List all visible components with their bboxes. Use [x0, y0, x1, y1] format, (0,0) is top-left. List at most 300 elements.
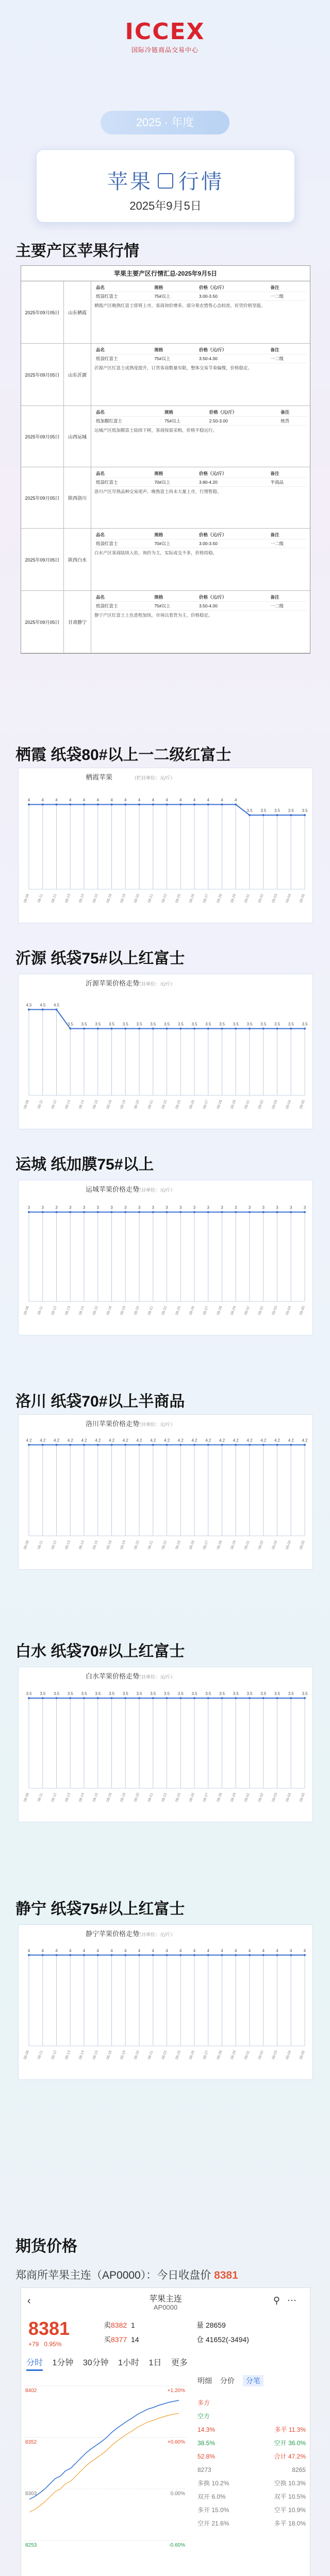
data-label: 3.5 [136, 1691, 142, 1696]
data-label: 4 [69, 1948, 72, 1953]
x-tick-label: 08-28 [216, 1792, 223, 1803]
sell-quote [104, 2320, 135, 2330]
x-tick-label: 08-28 [216, 1099, 223, 1110]
data-label: 3.5 [205, 1022, 211, 1027]
data-point [221, 1444, 223, 1446]
x-tick-label: 09-01 [244, 1540, 251, 1550]
data-point [111, 1211, 113, 1213]
flow-value: 空开 36.0% [274, 2439, 306, 2447]
x-tick-label: 08-21 [147, 1792, 154, 1803]
x-tick-label: 08-18 [106, 1306, 113, 1316]
data-label: 4 [110, 798, 113, 803]
x-tick-label: 08-29 [230, 1306, 237, 1316]
change-pct: 0.95% [44, 2341, 62, 2348]
x-tick-label: 09-05 [299, 2050, 306, 2060]
x-tick-label: 08-14 [78, 2050, 85, 2060]
chart-unit-note: （栏目单位：元/斤） [132, 1674, 175, 1680]
table-cell: 3.80-4.20 [197, 478, 269, 487]
x-tick-label: 09-03 [271, 1540, 278, 1550]
data-point [166, 1697, 168, 1699]
chart-qixia [19, 768, 312, 923]
flow-row [197, 2450, 306, 2463]
data-label: 3.5 [274, 1022, 280, 1027]
data-label: 3.5 [177, 1691, 184, 1696]
data-label: 4.2 [246, 1438, 253, 1443]
data-point [304, 1211, 306, 1213]
x-tick-label: 08-25 [175, 1306, 182, 1316]
chart-jingning [19, 1925, 312, 2079]
x-tick-label: 08-21 [147, 1540, 154, 1550]
x-tick-label: 08-22 [161, 1540, 168, 1550]
x-tick-label: 08-15 [92, 2050, 99, 2060]
flow-row [197, 2503, 306, 2517]
data-point [193, 804, 195, 806]
row-note: 白水产区客商陆续入驻，询价为主，实际成交不多，价格持稳。 [94, 550, 218, 555]
x-tick-label: 08-14 [78, 1099, 85, 1110]
x-tick-label: 09-04 [285, 2050, 292, 2060]
tab-ticks[interactable]: 分笔 [243, 2375, 263, 2386]
data-point [262, 1697, 265, 1699]
x-tick-label: 08-20 [134, 1540, 140, 1550]
chart-unit-note: （栏目单位：元/斤） [132, 775, 175, 781]
x-tick-label: 08-08 [23, 2050, 30, 2060]
x-tick-label: 09-02 [257, 1792, 265, 1803]
x-tick-label: 08-08 [23, 1099, 30, 1110]
table-cell: 75#以上 [163, 417, 208, 426]
data-label: 3 [110, 1205, 113, 1210]
data-point [179, 1697, 182, 1699]
flow-label: 多换 10.2% [197, 2480, 229, 2487]
y-pct-label: +1.20% [167, 2388, 185, 2394]
logo-subtitle: 国际冷链商品交易中心 [131, 46, 199, 54]
data-label: 3 [179, 1205, 182, 1210]
table-cell: 半商品 [269, 478, 307, 487]
hold-value: 41652(-3494) [205, 2335, 249, 2344]
flow-label: 8273 [197, 2466, 211, 2473]
x-tick-label: 09-03 [271, 1099, 278, 1110]
x-tick-label: 08-26 [189, 1099, 195, 1110]
intraday-chart [24, 2381, 189, 2576]
flow-row [197, 2423, 306, 2436]
data-label: 4 [96, 798, 99, 803]
chart-luochuan [19, 1415, 312, 1569]
table-cell: 价格（元/斤） [197, 469, 269, 478]
data-point [124, 1697, 126, 1699]
x-tick-label: 08-22 [161, 1099, 168, 1110]
x-tick-label: 08-25 [175, 1792, 182, 1803]
data-point [207, 804, 209, 806]
flow-label: 空开 21.6% [197, 2520, 229, 2527]
more-icon[interactable]: ⋯ [287, 2295, 304, 2306]
data-point [166, 1211, 168, 1213]
table-cell: 3.50-4.00 [197, 354, 269, 363]
data-point [83, 1211, 85, 1213]
data-point [166, 1444, 168, 1446]
data-point [193, 1444, 195, 1446]
x-tick-label: 09-05 [299, 1306, 306, 1316]
data-label: 3 [207, 1205, 209, 1210]
row-region: 陕西白水 [64, 529, 91, 590]
chart-title: 沂源苹果价格走势 [86, 979, 140, 987]
data-label: 3 [41, 1205, 44, 1210]
data-label: 4 [303, 1948, 306, 1953]
y-tick-label: 8402 [25, 2388, 37, 2394]
x-tick-label: 08-27 [202, 1099, 209, 1110]
chart-card-yuncheng [18, 1180, 313, 1335]
x-tick-label: 08-27 [202, 2050, 209, 2060]
data-label: 4 [27, 798, 30, 803]
tab-1hour[interactable]: 1小时 [118, 2359, 139, 2367]
data-point [152, 1444, 154, 1446]
data-point [97, 1444, 99, 1446]
data-point [166, 804, 168, 806]
flow-row [197, 2410, 306, 2423]
table-cell: 品名 [94, 469, 153, 478]
x-tick-label: 08-28 [216, 1306, 223, 1316]
row-body [91, 281, 310, 343]
x-tick-label: 09-03 [271, 893, 278, 904]
x-tick-label: 08-26 [189, 1792, 195, 1803]
section-title-qixia: 栖霞 纸袋80#以上一二级红富士 [15, 747, 232, 764]
flow-label: 多方 [197, 2399, 210, 2406]
buy-label: 买 [104, 2335, 111, 2344]
table-cell: 75#以上 [153, 354, 197, 363]
data-point [111, 1954, 113, 1956]
table-cell: 规格 [153, 469, 197, 478]
data-label: 4.2 [53, 1438, 60, 1443]
x-tick-label: 09-02 [257, 1099, 265, 1110]
price-line [29, 2400, 179, 2499]
logo: ICCEX [125, 19, 205, 45]
row-body [91, 529, 310, 590]
data-label: 3 [96, 1205, 99, 1210]
data-point [304, 1954, 306, 1956]
row-body [91, 344, 310, 405]
data-label: 4.2 [260, 1438, 267, 1443]
x-tick-label: 08-12 [51, 1099, 58, 1110]
data-label: 3 [290, 1205, 292, 1210]
data-label: 3.5 [302, 1022, 308, 1027]
x-tick-label: 08-19 [120, 1306, 127, 1316]
x-tick-label: 08-13 [64, 1099, 72, 1110]
row-note: 栖霞产区晚熟红富士即将上市，客商询价增多，部分果农惜售心态较浓，好货价格坚挺。 [94, 303, 266, 308]
x-tick-label: 09-02 [257, 1540, 265, 1550]
data-label: 3.5 [122, 1691, 128, 1696]
x-tick-label: 09-01 [244, 893, 251, 904]
data-label: 3.5 [302, 808, 308, 814]
section-title-yiyuan: 沂源 纸袋75#以上红富士 [15, 950, 185, 967]
x-tick-label: 08-27 [202, 893, 209, 904]
row-note: 沂源产区红富士成熟度提升，订货客商数量有限，整体交易节奏偏慢，价格稳定。 [94, 365, 253, 370]
data-point [124, 1444, 126, 1446]
section-title-main-regions: 主要产区苹果行情 [15, 243, 139, 260]
x-tick-label: 08-13 [64, 893, 72, 904]
x-tick-label: 09-04 [285, 1306, 292, 1316]
table-row [21, 467, 310, 529]
data-label: 4 [41, 1948, 44, 1953]
sell-label: 卖 [104, 2321, 111, 2329]
chart-unit-note: （栏目单位：元/斤） [132, 1188, 175, 1193]
flow-label: 14.3% [197, 2426, 216, 2433]
data-label: 4.5 [26, 1003, 32, 1008]
chart-card-luochuan [18, 1414, 313, 1570]
table-title: 苹果主要产区行情汇总-2025年9月5日 [21, 266, 310, 281]
row-body [91, 467, 310, 528]
chart-unit-note: （栏目单位：元/斤） [132, 1422, 175, 1427]
buy-quote [104, 2334, 139, 2345]
title-date: 2025年9月5日 [129, 199, 202, 212]
x-tick-label: 08-29 [230, 2050, 237, 2060]
tab-detail[interactable]: 明细 [197, 2377, 212, 2385]
table-cell: 一二级 [269, 539, 307, 548]
row-region: 山东沂源 [64, 344, 91, 405]
data-point [249, 1444, 251, 1446]
data-point [193, 1697, 195, 1699]
data-point [304, 1444, 306, 1446]
data-point [262, 1444, 265, 1446]
search-icon[interactable]: ⚲ [273, 2295, 287, 2306]
data-point [152, 1954, 154, 1956]
x-tick-label: 08-11 [37, 1540, 44, 1550]
y-pct-label: -0.60% [169, 2543, 185, 2548]
data-label: 3.5 [233, 1691, 239, 1696]
table-cell: 纸袋红富士 [94, 602, 153, 611]
data-point [42, 1211, 44, 1213]
data-label: 4 [124, 1948, 127, 1953]
data-label: 3.5 [108, 1691, 115, 1696]
flow-row [197, 2477, 306, 2490]
contract-code: AP0000 [153, 2303, 178, 2311]
data-point [69, 1444, 71, 1446]
data-point [262, 1954, 265, 1956]
x-tick-label: 09-04 [285, 1540, 292, 1550]
buy-qty: 14 [130, 2335, 139, 2344]
data-point [304, 1697, 306, 1699]
data-point [42, 1697, 44, 1699]
data-point [235, 1954, 237, 1956]
flow-value: 空平 10.9% [274, 2506, 306, 2514]
data-label: 4.2 [288, 1438, 294, 1443]
table-cell: 70#以上 [153, 539, 197, 548]
data-label: 4.2 [136, 1438, 142, 1443]
data-point [97, 804, 99, 806]
data-label: 4 [221, 798, 223, 803]
flow-row [197, 2463, 306, 2477]
x-tick-label: 08-29 [230, 1792, 237, 1803]
x-tick-label: 08-11 [37, 2050, 44, 2060]
data-label: 3 [82, 1205, 86, 1210]
chart-title: 栖霞苹果 [86, 773, 113, 781]
table-cell: 品名 [94, 283, 153, 292]
table-cell: 纸加膜红富士 [94, 417, 163, 426]
data-label: 4 [41, 798, 44, 803]
period-tabs [26, 2356, 195, 2368]
x-tick-label: 09-03 [271, 1792, 278, 1803]
data-point [166, 1954, 168, 1956]
data-label: 4 [193, 798, 196, 803]
data-point [290, 1028, 292, 1030]
table-cell: 价格（元/斤） [197, 283, 269, 292]
data-label: 4.2 [163, 1438, 170, 1443]
data-point [56, 1009, 58, 1011]
x-tick-label: 08-22 [161, 893, 168, 904]
data-point [276, 1954, 278, 1956]
x-tick-label: 09-05 [299, 1099, 306, 1110]
x-tick-label: 08-18 [106, 1099, 113, 1110]
data-point [221, 1954, 223, 1956]
row-region: 陕西洛川 [64, 467, 91, 528]
data-point [276, 1697, 278, 1699]
data-point [28, 1009, 30, 1011]
section-title-yuncheng: 运城 纸加膜75#以上 [15, 1156, 154, 1173]
data-label: 3.5 [219, 1022, 225, 1027]
chart-card-qixia [18, 768, 313, 923]
futures-subtitle-text: 郑商所苹果主连（AP0000）：今日收盘价 [15, 2269, 211, 2281]
y-tick-label: 8352 [25, 2439, 37, 2445]
sell-price: 8382 [111, 2321, 127, 2329]
x-tick-label: 09-02 [257, 2050, 265, 2060]
data-point [28, 1211, 30, 1213]
back-icon[interactable]: ‹ [27, 2295, 31, 2307]
data-point [193, 1211, 195, 1213]
x-tick-label: 08-21 [147, 2050, 154, 2060]
x-tick-label: 08-11 [37, 1792, 44, 1803]
flow-row [197, 2490, 306, 2503]
x-tick-label: 08-25 [175, 2050, 182, 2060]
data-label: 4 [55, 798, 58, 803]
row-body [91, 591, 310, 653]
section-title-luochuan: 洛川 纸袋70#以上半商品 [15, 1393, 185, 1410]
data-point [97, 1954, 99, 1956]
table-cell: 75#以上 [153, 602, 197, 611]
table-cell: 备注 [269, 283, 307, 292]
table-cell: 备注 [269, 531, 307, 539]
data-label: 4 [235, 1948, 237, 1953]
flow-value: 多平 11.3% [274, 2426, 306, 2433]
row-date: 2025年09月05日 [21, 281, 64, 343]
data-label: 3.5 [274, 808, 280, 814]
x-tick-label: 08-11 [37, 1099, 44, 1110]
x-tick-label: 09-05 [299, 893, 306, 904]
data-label: 3 [248, 1205, 251, 1210]
table-row [21, 529, 310, 591]
data-point [83, 1697, 85, 1699]
data-label: 3.5 [108, 1022, 115, 1027]
data-point [69, 1697, 71, 1699]
data-label: 4.2 [122, 1438, 128, 1443]
table-cell: 一二级 [269, 292, 307, 301]
data-point [235, 1211, 237, 1213]
chart-title: 静宁苹果价格走势 [86, 1930, 140, 1938]
tab-more[interactable]: 更多 [171, 2359, 188, 2367]
data-point [179, 804, 182, 806]
x-tick-label: 09-01 [244, 2050, 251, 2060]
data-point [124, 1211, 126, 1213]
chart-card-yiyuan [18, 974, 313, 1129]
data-label: 4.2 [219, 1438, 225, 1443]
data-point [138, 1444, 140, 1446]
y-tick-label: 8303 [25, 2491, 37, 2497]
data-point [111, 1028, 113, 1030]
data-point [138, 1211, 140, 1213]
x-tick-label: 08-21 [147, 1099, 154, 1110]
data-point [249, 1028, 251, 1030]
data-label: 4 [248, 1948, 251, 1953]
data-point [42, 1954, 44, 1956]
chart-unit-note: （栏目单位：元/斤） [132, 1932, 175, 1937]
flow-row [197, 2517, 306, 2530]
table-cell: 一二级 [269, 354, 307, 363]
x-tick-label: 08-13 [64, 1792, 72, 1803]
data-point [69, 804, 71, 806]
tab-1min[interactable]: 1分钟 [52, 2359, 74, 2367]
data-label: 3.5 [177, 1022, 184, 1027]
data-label: 3.5 [81, 1691, 87, 1696]
data-label: 3 [235, 1205, 237, 1210]
data-point [56, 1444, 58, 1446]
data-point [83, 1444, 85, 1446]
tab-price-dist[interactable]: 分价 [220, 2377, 235, 2385]
data-label: 4.2 [108, 1438, 115, 1443]
row-note: 静宁产区红富士上色进程加快，市场以看货为主，价格稳定。 [94, 613, 213, 618]
futures-subtitle-price: 8381 [214, 2269, 238, 2281]
data-label: 3.5 [122, 1022, 128, 1027]
x-tick-label: 09-04 [285, 893, 292, 904]
table-cell: 规格 [153, 283, 197, 292]
x-tick-label: 08-19 [120, 1099, 127, 1110]
row-note: 运城产区纸加膜富士陆续下树，客商按需采购，价格平稳运行。 [94, 428, 218, 433]
data-point [221, 804, 223, 806]
flow-label: 38.5% [197, 2439, 216, 2447]
data-label: 3.5 [40, 1691, 46, 1696]
data-point [138, 1028, 140, 1030]
x-tick-label: 09-03 [271, 1306, 278, 1316]
regions-table [21, 265, 310, 654]
data-point [193, 1028, 195, 1030]
data-point [290, 1444, 292, 1446]
data-point [28, 1444, 30, 1446]
flow-row [197, 2436, 306, 2450]
flow-value: 8265 [292, 2466, 306, 2473]
flow-row [197, 2396, 306, 2410]
data-label: 3 [276, 1205, 278, 1210]
tab-1day[interactable]: 1日 [148, 2359, 162, 2367]
table-cell: 规格 [163, 408, 208, 417]
data-point [28, 1954, 30, 1956]
data-point [221, 1211, 223, 1213]
tab-intraday[interactable]: 分时 [26, 2359, 43, 2371]
table-cell: 品名 [94, 408, 163, 417]
data-label: 3.5 [67, 1022, 73, 1027]
data-label: 4 [235, 798, 237, 803]
data-label: 4 [82, 798, 86, 803]
data-label: 3 [124, 1205, 127, 1210]
data-label: 4 [124, 798, 127, 803]
data-label: 3.5 [191, 1022, 197, 1027]
x-tick-label: 08-13 [64, 1540, 72, 1550]
data-label: 4 [207, 1948, 209, 1953]
data-label: 3 [193, 1205, 196, 1210]
x-tick-label: 08-20 [134, 1306, 140, 1316]
data-point [249, 1954, 251, 1956]
x-tick-label: 09-05 [299, 1540, 306, 1550]
data-point [111, 1444, 113, 1446]
data-label: 4.2 [302, 1438, 308, 1443]
data-point [152, 1211, 154, 1213]
tab-30min[interactable]: 30分钟 [82, 2359, 109, 2367]
table-cell: 备注 [279, 408, 307, 417]
data-point [69, 1211, 71, 1213]
